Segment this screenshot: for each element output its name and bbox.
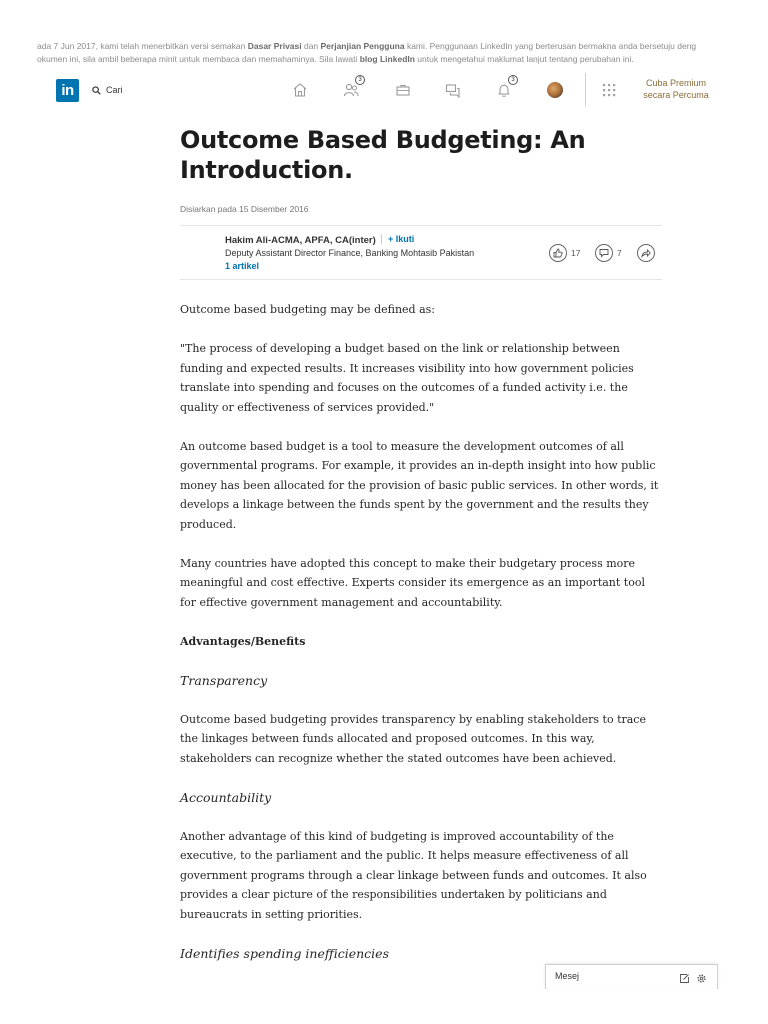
author-name[interactable]: Hakim Ali-ACMA, APFA, CA(inter): [225, 235, 376, 246]
network-badge: 3: [355, 75, 365, 85]
gear-icon: [696, 973, 707, 984]
share-group: [637, 244, 655, 262]
apps-grid-button[interactable]: [600, 81, 618, 99]
comment-button[interactable]: [595, 244, 613, 262]
messaging-dock[interactable]: [545, 964, 718, 989]
share-arrow-icon: [641, 248, 651, 258]
notifications-badge: 3: [508, 75, 518, 85]
briefcase-icon: [394, 81, 412, 99]
search-button[interactable]: [92, 82, 123, 98]
chat-bubbles-icon: [444, 81, 462, 99]
compose-message-button[interactable]: [679, 971, 690, 982]
comment-count: 7: [617, 248, 622, 258]
article-body: [180, 300, 660, 963]
subheading: Identifies spending inefficiencies: [180, 945, 389, 961]
subheading: Transparency: [180, 672, 268, 688]
profile-avatar[interactable]: [547, 82, 563, 98]
compose-icon: [679, 973, 690, 984]
author-articles-link[interactable]: 1 artikel: [225, 261, 260, 271]
follow-button[interactable]: [381, 234, 414, 244]
paragraph: Many countries have adopted this concept to make their budgetary process more meaningful and cost effective. Experts consider its emergence as an important tool for effective government management and accountability.: [180, 556, 645, 609]
messaging-settings-button[interactable]: [696, 971, 707, 982]
paragraph: Outcome based budgeting may be defined as:: [180, 303, 435, 316]
linkedin-logo[interactable]: in: [56, 79, 79, 102]
user-agreement-link[interactable]: Perjanjian Pengguna: [320, 41, 405, 51]
plus-icon: +: [388, 234, 394, 244]
grid-icon: [600, 81, 618, 99]
privacy-policy-link[interactable]: Dasar Privasi: [247, 41, 302, 51]
notice-line-2: okumen ini, sila ambil beberapa minit untuk membaca dan memahaminya. Sila lawati blog LinkedIn untuk mengetahui maklumat lanjut tentang perubahan ini.: [37, 54, 634, 64]
published-date: Disiarkan pada 15 Disember 2016: [180, 204, 309, 214]
paragraph: Outcome based budgeting provides transparency by enabling stakeholders to trace the linkages between funds allocated and proposed outcomes. In this way, stakeholders can recognize whether the stated outcomes have been achieved.: [180, 712, 646, 765]
policy-notice-banner: [0, 40, 768, 68]
search-icon: [92, 86, 101, 95]
search-label: Cari: [106, 85, 123, 95]
nav-jobs-button[interactable]: [394, 81, 412, 99]
try-premium-link[interactable]: Cuba Premium secara Percuma: [643, 78, 709, 100]
linkedin-blog-link[interactable]: blog LinkedIn: [359, 54, 415, 64]
nav-network-button[interactable]: [342, 77, 362, 99]
comment-icon: [599, 248, 609, 258]
home-icon: [291, 81, 309, 99]
nav-home-button[interactable]: [291, 81, 309, 99]
share-button[interactable]: [637, 244, 655, 262]
nav-notifications-button[interactable]: [495, 77, 515, 99]
comment-group: [595, 244, 622, 262]
top-nav-bar: [0, 72, 768, 108]
thumbs-up-icon: [553, 248, 563, 258]
subheading: Accountability: [180, 789, 272, 805]
messaging-label: Mesej: [555, 971, 580, 981]
follow-label: Ikuti: [395, 234, 415, 244]
like-button[interactable]: [549, 244, 567, 262]
nav-messaging-button[interactable]: [444, 81, 462, 99]
notice-line-1: ada 7 Jun 2017, kami telah menerbitkan versi semakan Dasar Privasi dan Perjanjian Pengguna kami. Penggunaan LinkedIn yang berterusan bermakna anda bersetuju deng: [37, 41, 697, 51]
paragraph: "The process of developing a budget based on the link or relationship between funding and expected results. It increases visibility into how government policies translate into spending and focuses on the outcomes of a funded activity i.e. the quality or effectiveness of services provided.": [180, 342, 634, 414]
like-group: [549, 244, 580, 262]
paragraph: Another advantage of this kind of budgeting is improved accountability of the executive, to the parliament and the public. It helps measure effectiveness of all government programs through a clear linkage between funds and outcomes. It also provides a clear picture of the responsibilities undertaken by politicians and bureaucrats in setting priorities.: [180, 829, 647, 921]
author-role: Deputy Assistant Director Finance, Banking Mohtasib Pakistan: [225, 248, 475, 258]
article-title: Outcome Based Budgeting: An Introduction.: [180, 126, 586, 184]
section-heading: Advantages/Benefits: [180, 634, 306, 648]
paragraph: An outcome based budget is a tool to measure the development outcomes of all governmental programs. For example, it provides an in-depth insight into how public money has been allocated for the provision of basic public services. In other words, it develops a linkage between the funds spent by the government and the results they produced.: [180, 439, 659, 531]
author-card: [180, 225, 662, 280]
nav-divider: [585, 73, 586, 106]
like-count: 17: [571, 248, 581, 258]
